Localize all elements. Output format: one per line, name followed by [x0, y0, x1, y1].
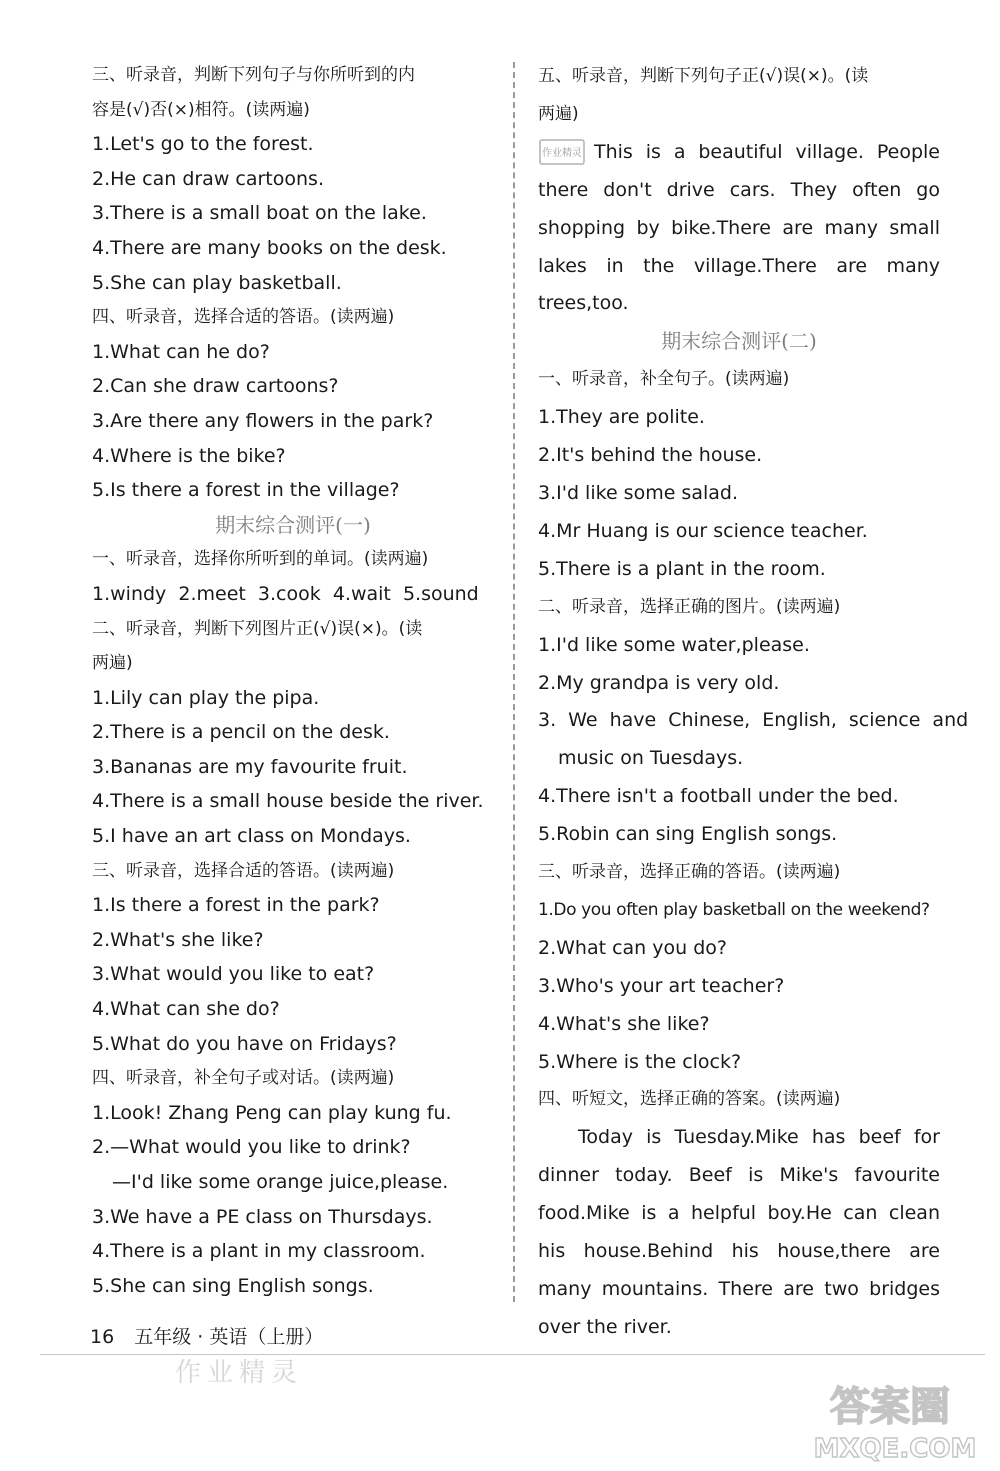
sentence-item: 4.There is a plant in my classroom. [92, 1240, 426, 1263]
sentence-item: 1.Do you often play basketball on the weekend? [538, 899, 930, 920]
column-divider [513, 62, 515, 1302]
word-list: 1.windy 2.meet 3.cook 4.wait 5.sound [92, 582, 479, 605]
svg-text:作业精灵: 作业精灵 [542, 148, 582, 160]
sentence-item: 1.What can he do? [92, 340, 270, 363]
stamp-icon [538, 137, 586, 167]
sentence-item: 2.It's behind the house. [538, 444, 763, 467]
test-title: 期末综合测评(二) [661, 329, 817, 354]
sentence-item: 5.I have an art class on Mondays. [92, 825, 411, 848]
sentence-item: 1.Let's go to the forest. [92, 133, 314, 156]
sentence-item: 4.Mr Huang is our science teacher. [538, 519, 868, 542]
section-heading: 三、听录音，选择合适的答语。(读两遍) [92, 860, 395, 881]
svg-text:答案圈: 答案圈 [830, 1384, 950, 1430]
section-heading: 二、听录音，判断下列图片正(√)误(×)。(读 [92, 618, 423, 639]
sentence-item: 5.What do you have on Fridays? [92, 1032, 397, 1055]
sentence-item: 4.Where is the bike? [92, 444, 286, 467]
watermark-logo [790, 1375, 990, 1465]
sentence-item: 3.There is a small boat on the lake. [92, 202, 427, 225]
passage-mike: Today is Tuesday.Mike has beef for dinner today. Beef is Mike's favourite food.Mike is a helpful boy.He can clean his house.Behind his house,there are many mountains. There are two bridges over the river. [538, 1126, 940, 1338]
watermark-text: 作业精灵 [175, 1358, 304, 1388]
sentence-item: 5.Where is the clock? [538, 1050, 742, 1073]
section-heading: 一、听录音，选择你所听到的单词。(读两遍) [92, 549, 429, 570]
section-heading-cont: 两遍) [538, 103, 579, 124]
sentence-item: 5.She can play basketball. [92, 271, 342, 294]
sentence-item: 3.Who's your art teacher? [538, 974, 785, 997]
page-number: 16 [90, 1326, 115, 1348]
book-label: 五年级 · 英语（上册） [134, 1326, 324, 1348]
passage-village-text: This is a beautiful village. People there don't drive cars. They often go shopping by bike.There are many small lakes in the village.There are many trees,too. [538, 140, 940, 315]
sentence-item: 5.Is there a forest in the village? [92, 479, 400, 502]
sentence-item: 3. We have Chinese, English, science and [538, 709, 969, 732]
sentence-item: 1.Look! Zhang Peng can play kung fu. [92, 1101, 452, 1124]
sentence-item: 2.My grandpa is very old. [538, 671, 780, 694]
sentence-item: 2.There is a pencil on the desk. [92, 721, 390, 744]
sentence-item: 2.He can draw cartoons. [92, 167, 324, 190]
svg-text:MXQE.COM: MXQE.COM [813, 1434, 977, 1464]
sentence-item: 2.Can she draw cartoons? [92, 375, 339, 398]
sentence-item: 1.I'd like some water,please. [538, 633, 810, 656]
sentence-item: 1.Is there a forest in the park? [92, 894, 380, 917]
sentence-item: 1.Lily can play the pipa. [92, 686, 320, 709]
section-heading: 三、听录音，选择正确的答语。(读两遍) [538, 862, 841, 883]
sentence-item: 3.Bananas are my favourite fruit. [92, 755, 408, 778]
section-heading-cont: 容是(√)否(×)相符。(读两遍) [92, 99, 310, 120]
right-column [538, 58, 969, 1347]
passage-village [538, 134, 940, 324]
section-heading: 四、听短文，选择正确的答案。(读两遍) [538, 1089, 841, 1110]
sentence-item: 3.I'd like some salad. [538, 481, 738, 504]
section-heading: 一、听录音，补全句子。(读两遍) [538, 369, 790, 390]
left-column [92, 58, 494, 1303]
sentence-item: 4.There are many books on the desk. [92, 236, 447, 259]
sentence-item: 4.There isn't a football under the bed. [538, 785, 899, 808]
sentence-item: 3.What would you like to eat? [92, 963, 375, 986]
sentence-item: 1.They are polite. [538, 406, 705, 429]
section-heading: 四、听录音，补全句子或对话。(读两遍) [92, 1068, 395, 1089]
section-heading: 三、听录音，判断下列句子与你所听到的内 [92, 65, 415, 85]
page-footer [90, 1322, 360, 1352]
dialogue-line: —I'd like some orange juice,please. [112, 1171, 449, 1193]
sentence-item: 4.There is a small house beside the river. [92, 790, 484, 813]
section-heading: 二、听录音，选择正确的图片。(读两遍) [538, 596, 841, 617]
test-title: 期末综合测评(一) [215, 512, 371, 537]
sentence-item: 3.Are there any flowers in the park? [92, 409, 434, 432]
sentence-item: 4.What can she do? [92, 998, 280, 1021]
section-heading: 五、听录音，判断下列句子正(√)误(×)。(读 [538, 66, 869, 86]
sentence-item: 3.We have a PE class on Thursdays. [92, 1205, 433, 1228]
sentence-item: 2.What can you do? [538, 936, 727, 959]
sentence-item: 5.She can sing English songs. [92, 1274, 374, 1297]
section-heading: 四、听录音，选择合适的答语。(读两遍) [92, 307, 395, 328]
sentence-item: 4.What's she like? [538, 1012, 710, 1035]
sentence-item: 2.What's she like? [92, 928, 264, 951]
sentence-item: 5.There is a plant in the room. [538, 557, 826, 580]
dialogue-line: 2.—What would you like to drink? [92, 1136, 411, 1159]
section-heading-cont: 两遍) [92, 653, 133, 674]
sentence-item-cont: music on Tuesdays. [558, 747, 744, 770]
sentence-item: 5.Robin can sing English songs. [538, 823, 838, 846]
